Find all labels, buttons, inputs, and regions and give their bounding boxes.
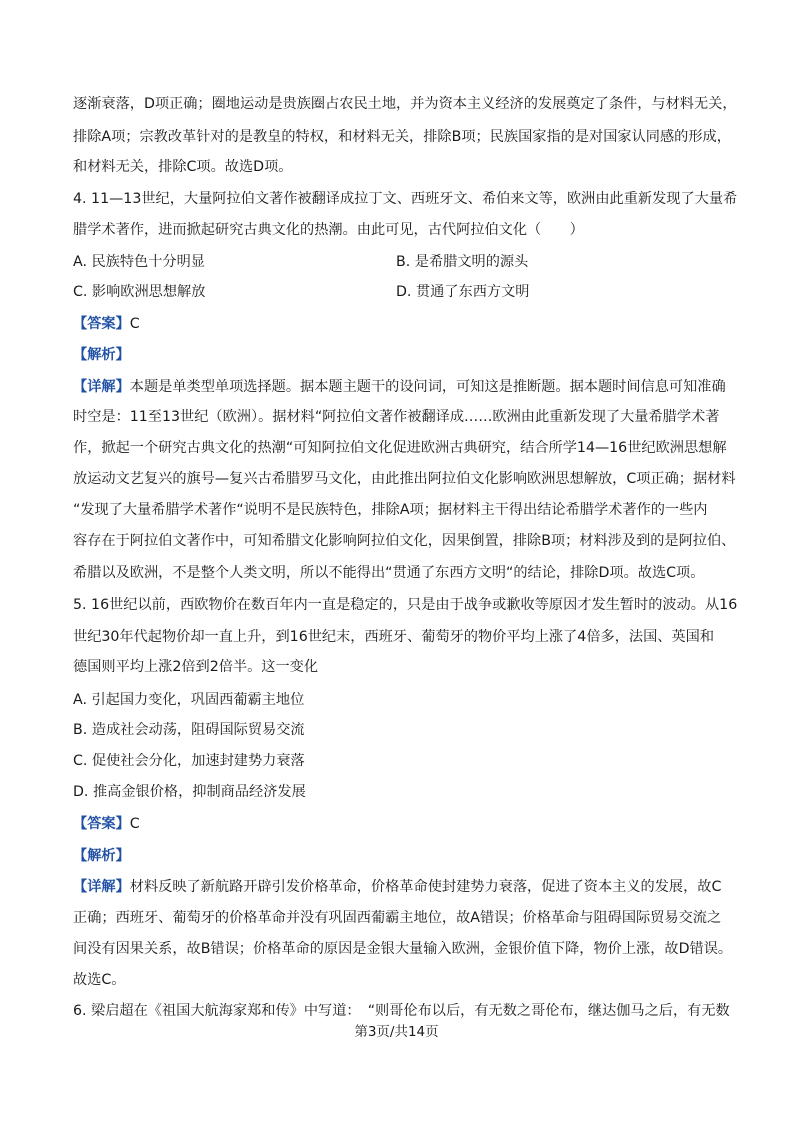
detail-tag: 【详解】 [73,379,130,395]
question-4-stem: 腊学术著作，进而掀起研究古典文化的热潮。由此可见，古代阿拉伯文化（ ） [73,222,584,238]
q4-answer [73,314,140,334]
q5-option-d: D. 推高金银价格，抑制商品经济发展 [73,784,306,800]
q4-detail-line: 容存在于阿拉伯文著作中，可知希腊文化影响阿拉伯文化，因果倒置，排除B项；材料涉及到的是阿拉伯、 [73,533,736,549]
q4-analysis-heading [73,345,130,365]
q5-detail-line: 故选C。 [73,972,126,988]
q5-option-b: B. 造成社会动荡，阻碍国际贸易交流 [73,722,305,738]
q4-detail-line [73,377,726,397]
answer-value: C [129,816,140,832]
detail-text: 材料反映了新航路开辟引发价格革命，价格革命使封建势力衰落，促进了资本主义的发展，故C [129,879,722,895]
text-line: 逐渐衰落，D项正确；圈地运动是贵族圈占农民土地，并为资本主义经济的发展奠定了条件，与材料无关， [73,96,737,112]
answer-tag: 【答案】 [73,316,130,332]
analysis-tag: 【解析】 [73,848,130,864]
page-footer: 第3页/共14页 [354,1024,439,1040]
question-5-stem: 世纪30年代起物价却一直上升，到16世纪末，西班牙、葡萄牙的物价平均上涨了4倍多，法国、英国和 [73,629,715,645]
q4-detail-line: 希腊以及欧洲，不是整个人类文明，所以不能得出“贯通了东西方文明“的结论，排除D项。故选C项。 [73,565,705,581]
analysis-tag: 【解析】 [73,347,130,363]
q4-option-d: D. 贯通了东西方文明 [396,284,530,300]
question-4-stem: 4. 11—13世纪，大量阿拉伯文著作被翻译成拉丁文、西班牙文、希伯来文等，欧洲由此重新发现了大量希 [73,191,738,207]
answer-tag: 【答案】 [73,816,130,832]
answer-value: C [129,316,140,332]
text-line: 排除A项；宗教改革针对的是教皇的特权，和材料无关，排除B项；民族国家指的是对国家认同感的形成， [73,129,731,145]
q4-option-c: C. 影响欧洲思想解放 [73,284,206,300]
question-6-stem: 6. 梁启超在《祖国大航海家郑和传》中写道： “则哥伦布以后，有无数之哥伦布，继达伽马之后，有无数 [73,1003,730,1019]
q5-detail-line: 间没有因果关系，故B错误；价格革命的原因是金银大量输入欧洲，金银价值下降，物价上涨，故D错误。 [73,941,733,957]
question-5-stem: 德国则平均上涨2倍到2倍半。这一变化 [73,659,319,675]
q4-detail-line: 放运动文艺复兴的旗号—复兴古希腊罗马文化，由此推出阿拉伯文化影响欧洲思想解放，C项正确；据材料 [73,471,736,487]
q5-option-c: C. 促使社会分化，加速封建势力衰落 [73,753,305,769]
q4-detail-line: “发现了大量希腊学术著作“说明不是民族特色，排除A项；据材料主干得出结论希腊学术著作的一些内 [73,502,708,518]
q4-option-b: B. 是希腊文明的源头 [396,254,529,270]
q5-detail-line [73,877,721,897]
detail-text: 本题是单类型单项选择题。据本题主题干的设问词，可知这是推断题。据本题时间信息可知准确 [129,379,726,395]
q5-answer [73,814,140,834]
q5-detail-line: 正确；西班牙、葡萄牙的价格革命并没有巩固西葡霸主地位，故A错误；价格革命与阻碍国际贸易交流之 [73,910,722,926]
detail-tag: 【详解】 [73,879,130,895]
q4-detail-line: 时空是：11至13世纪（欧洲）。据材料“阿拉伯文著作被翻译成……欧洲由此重新发现了大量希腊学术著 [73,409,720,425]
q4-option-a: A. 民族特色十分明显 [73,254,205,270]
q5-option-a: A. 引起国力变化，巩固西葡霸主地位 [73,692,305,708]
question-5-stem: 5. 16世纪以前，西欧物价在数百年内一直是稳定的，只是由于战争或歉收等原因才发生暂时的波动。从16 [73,597,738,613]
q5-analysis-heading [73,846,130,866]
text-line: 和材料无关，排除C项。故选D项。 [73,159,293,175]
q4-detail-line: 作，掀起一个研究古典文化的热潮“可知阿拉伯文化促进欧洲古典研究，结合所学14—16世纪欧洲思想解 [73,440,727,456]
